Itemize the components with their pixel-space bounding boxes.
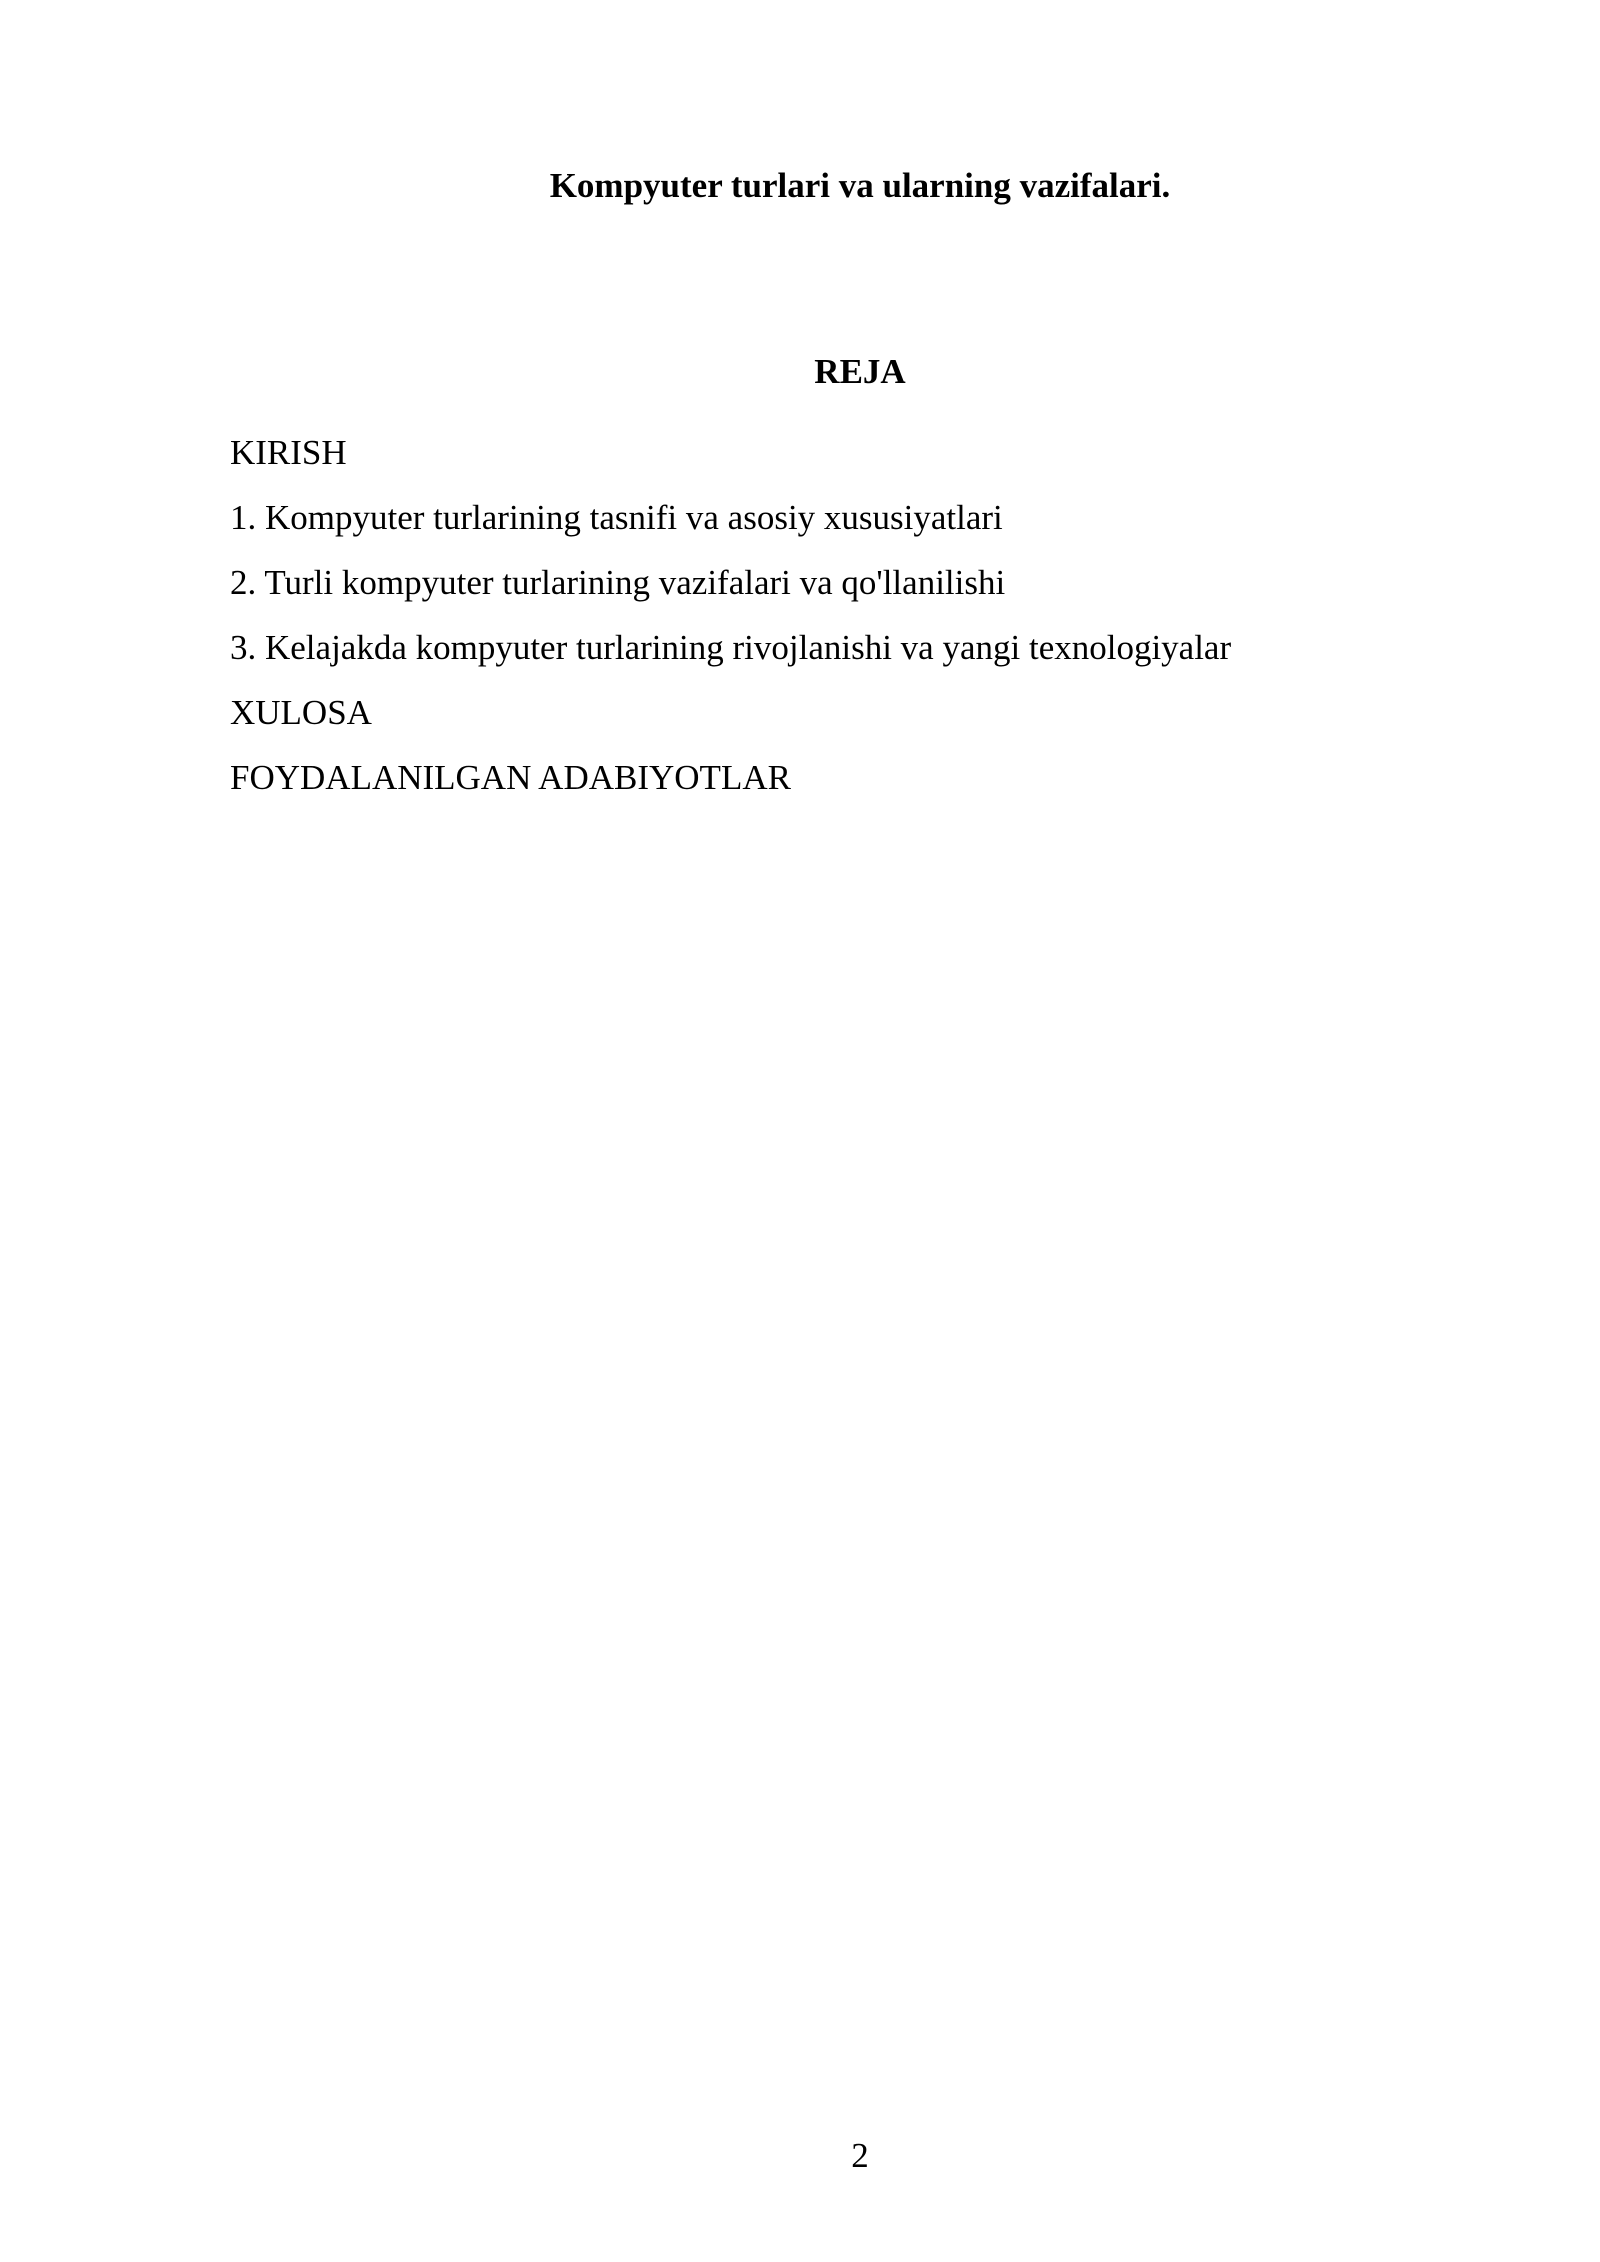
plan-heading: REJA [814, 352, 906, 391]
document-title: Kompyuter turlari va ularning vazifalari. [549, 166, 1171, 205]
plan-item-intro: KIRISH [230, 433, 347, 472]
plan-item-conclusion: XULOSA [230, 693, 372, 732]
plan-item-references: FOYDALANILGAN ADABIYOTLAR [230, 758, 791, 797]
page-number: 2 [851, 2136, 869, 2175]
plan-item-3: 3. Kelajakda kompyuter turlarining rivojlanishi va yangi texnologiyalar [230, 628, 1232, 667]
plan-item-2: 2. Turli kompyuter turlarining vazifalari va qo'llanilishi [230, 563, 1006, 602]
plan-list [230, 420, 1231, 810]
plan-item-1: 1. Kompyuter turlarining tasnifi va asosiy xususiyatlari [230, 498, 1003, 537]
